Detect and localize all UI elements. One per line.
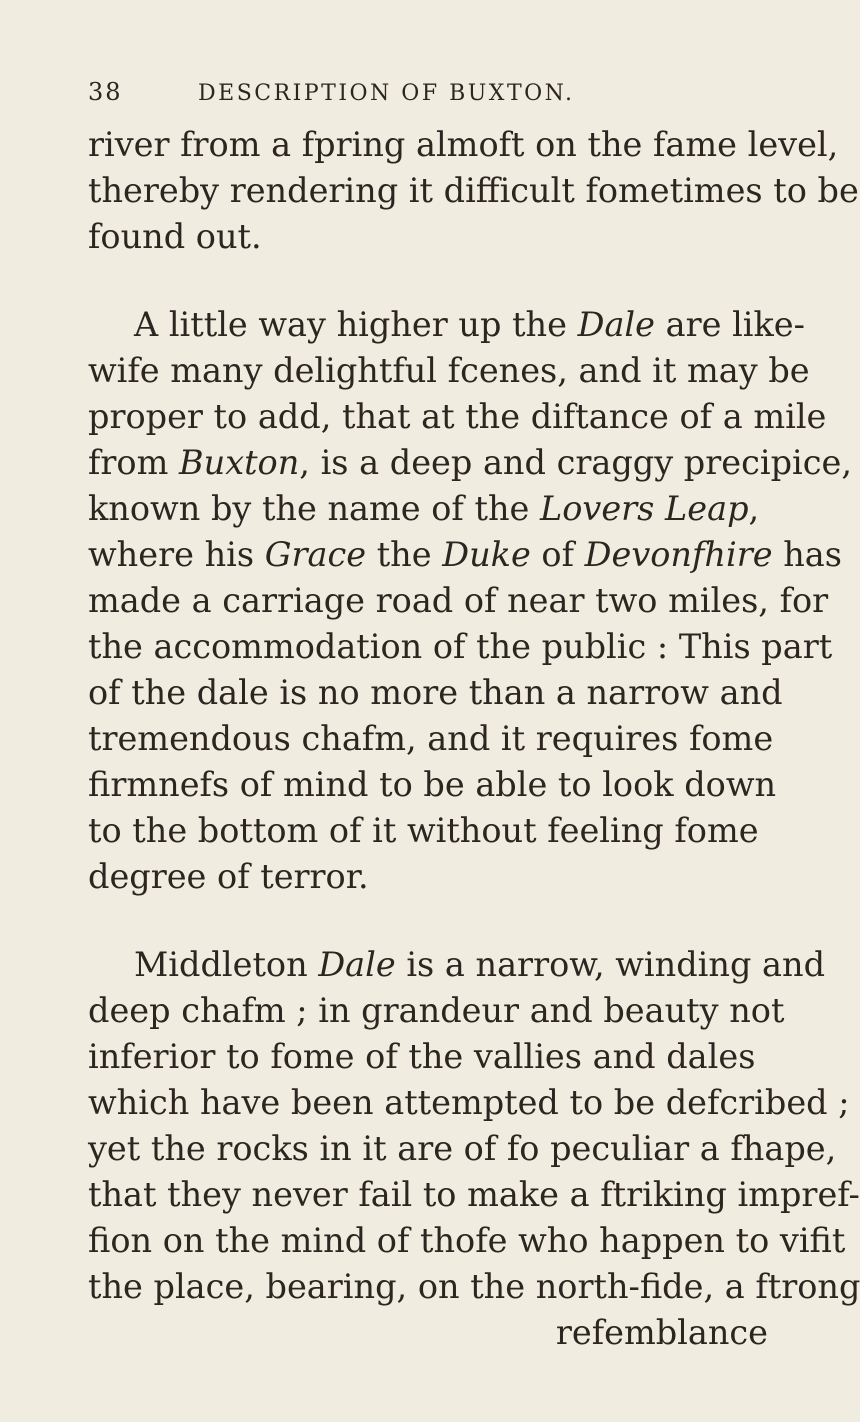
page-number: 38 [88, 78, 123, 106]
text-line: tremendous chafm, and it requires fome [88, 719, 774, 758]
text-line: made a carriage road of near two miles, for [88, 581, 829, 620]
text-line: that they never fail to make a ftriking impref- [88, 1175, 860, 1214]
text-line: the accommodation of the public : This part [88, 627, 833, 666]
text-line: degree of terror. [88, 857, 369, 896]
text-line: Middleton Dale is a narrow, winding and [134, 945, 826, 984]
text-line: found out. [88, 217, 262, 256]
page-header [88, 78, 740, 106]
text-line: fion on the mind of thofe who happen to vifit [88, 1221, 846, 1260]
text-line: deep chafm ; in grandeur and beauty not [88, 991, 785, 1030]
text-line: proper to add, that at the diftance of a mile [88, 397, 827, 436]
text-line: which have been attempted to be defcribed ; [88, 1083, 850, 1122]
text-line: wife many delightful fcenes, and it may be [88, 351, 810, 390]
running-head: DESCRIPTION OF BUXTON. [198, 81, 575, 106]
text-line: to the bottom of it without feeling fome [88, 811, 759, 850]
text-line: A little way higher up the Dale are like- [134, 305, 805, 344]
catchword: refemblance [555, 1313, 768, 1352]
text-line: from Buxton, is a deep and craggy precipice, [88, 443, 852, 482]
text-line: inferior to fome of the vallies and dales [88, 1037, 756, 1076]
body-text [88, 122, 860, 1356]
text-line: the place, bearing, on the north-fide, a ftrong [88, 1267, 860, 1306]
text-line: thereby rendering it difficult fometimes to be [88, 171, 859, 210]
text-line: yet the rocks in it are of fo peculiar a fhape, [88, 1129, 837, 1168]
text-line: firmnefs of mind to be able to look down [88, 765, 777, 804]
text-line: of the dale is no more than a narrow and [88, 673, 783, 712]
text-line: where his Grace the Duke of Devonfhire has [88, 535, 842, 574]
text-line: river from a fpring almoft on the fame level, [88, 125, 839, 164]
text-line: known by the name of the Lovers Leap, [88, 489, 760, 528]
